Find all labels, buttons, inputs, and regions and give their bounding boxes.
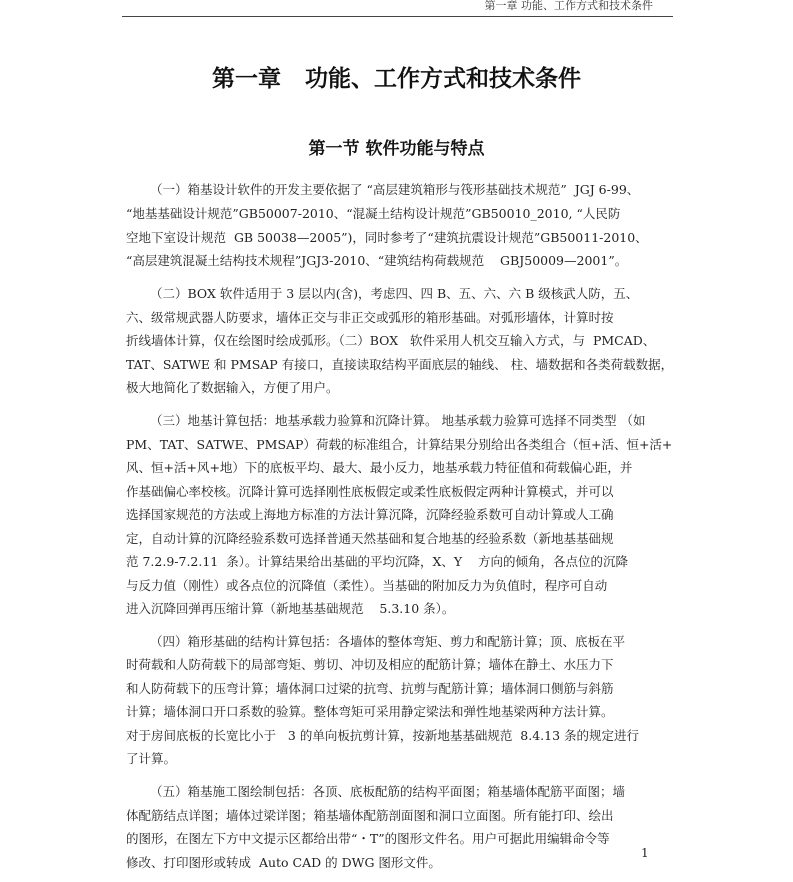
paragraph-4-line-3: 和人防荷载下的压弯计算；墙体洞口过梁的抗弯、抗剪与配筋计算；墙体洞口侧筋与斜筋 [126, 681, 614, 696]
paragraph-2-line-5: 极大地简化了数据输入，方便了用户。 [126, 380, 339, 395]
paragraph-1-line-4: “高层建筑混凝土结构技术规程”JGJ3-2010、“建筑结构荷载规范 GBJ50009—2001”。 [126, 253, 628, 268]
paragraph-4-line-2: 时荷载和人防荷载下的局部弯矩、剪切、冲切及相应的配筋计算；墙体在静土、水压力下 [126, 657, 614, 672]
paragraph-4-line-1: （四）箱形基础的结构计算包括：各墙体的整体弯矩、剪力和配筋计算；顶、底板在平 [150, 634, 626, 649]
paragraph-5-line-3: 的图形，在图左下方中文提示区都给出带“・T”的图形文件名。用户可据此用编辑命令等 [126, 831, 610, 846]
paragraph-3-line-4: 作基础偏心率校核。沉降计算可选择刚性底板假定或柔性底板假定两种计算模式，并可以 [126, 484, 614, 499]
paragraph-2-line-3: 折线墙体计算，仅在绘图时绘成弧形。（二）BOX 软件采用人机交互输入方式，与 PMCAD、 [126, 333, 656, 348]
paragraph-2-line-1: （二）BOX 软件适用于 3 层以内(含)，考虑四、四 B、五、六、六 B 级核武人防，五、 [150, 286, 639, 301]
paragraph-3-line-2: PM、TAT、SATWE、PMSAP）荷载的标准组合，计算结果分别给出各类组合（恒+活、恒+活+ [126, 437, 673, 452]
paragraph-1-line-3: 空地下室设计规范 GB 50038—2005”)，同时参考了“建筑抗震设计规范”GB50011-2010、 [126, 230, 648, 245]
paragraph-3-line-8: 与反力值（刚性）或各点位的沉降值（柔性）。当基础的附加反力为负值时，程序可自动 [126, 578, 608, 593]
paragraph-4-line-6: 了计算。 [126, 751, 177, 766]
header-title: 第一章 功能、工作方式和技术条件 [484, 0, 653, 12]
paragraph-3-line-9: 进入沉降回弹再压缩计算（新地基基础规范 5.3.10 条）。 [126, 601, 455, 616]
paragraph-5-line-2: 体配筋结点详图；墙体过梁详图；箱基墙体配筋剖面图和洞口立面图。所有能打印、绘出 [126, 808, 614, 823]
paragraph-3-line-6: 定，自动计算的沉降经验系数可选择普通天然基础和复合地基的经验系数（新地基基础规 [126, 531, 614, 546]
paragraph-4-line-5: 对于房间底板的长宽比小于 3 的单向板抗剪计算，按新地基基础规范 8.4.13 条的规定进行 [126, 728, 640, 743]
paragraph-2-line-4: TAT、SATWE 和 PMSAP 有接口，直接读取结构平面底层的轴线、 柱、墙数据和各类荷载数据， [126, 357, 674, 372]
paragraph-5-line-1: （五）箱基施工图绘制包括：各顶、底板配筋的结构平面图；箱基墙体配筋平面图；墙 [150, 784, 626, 799]
chapter-title: 第一章 功能、工作方式和技术条件 [211, 66, 582, 92]
paragraph-3-line-1: （三）地基计算包括：地基承载力验算和沉降计算。 地基承载力验算可选择不同类型 （如 [150, 413, 646, 428]
paragraph-4-line-4: 计算；墙体洞口开口系数的验算。整体弯矩可采用静定梁法和弹性地基梁两种方法计算。 [126, 704, 614, 719]
paragraph-5-line-4: 修改、打印图形或转成 Auto CAD 的 DWG 图形文件。 [126, 855, 441, 870]
running-header [122, 0, 673, 17]
paragraph-3-line-7: 范 7.2.9-7.2.11 条）。计算结果给出基础的平均沉降，X、Y 方向的倾角，各点位的沉降 [126, 554, 629, 569]
page-number: 1 [641, 846, 649, 860]
paragraph-1-line-1: （一）箱基设计软件的开发主要依据了 “高层建筑箱形与筏形基础技术规范” JGJ 6-99、 [150, 182, 640, 197]
section-title: 第一节 软件功能与特点 [308, 139, 485, 159]
paragraph-3-line-5: 选择国家规范的方法或上海地方标准的方法计算沉降，沉降经验系数可自动计算或人工确 [126, 507, 614, 522]
paragraph-2-line-2: 六、级常规武器人防要求，墙体正交与非正交或弧形的箱形基础。对弧形墙体，计算时按 [126, 310, 614, 325]
paragraph-1-line-2: “地基基础设计规范”GB50007-2010、“混凝土结构设计规范”GB50010_2010, “人民防 [126, 206, 621, 221]
paragraph-3-line-3: 风、恒+活+风+地）下的底板平均、最大、最小反力，地基承载力特征值和荷载偏心距，并 [126, 460, 633, 475]
